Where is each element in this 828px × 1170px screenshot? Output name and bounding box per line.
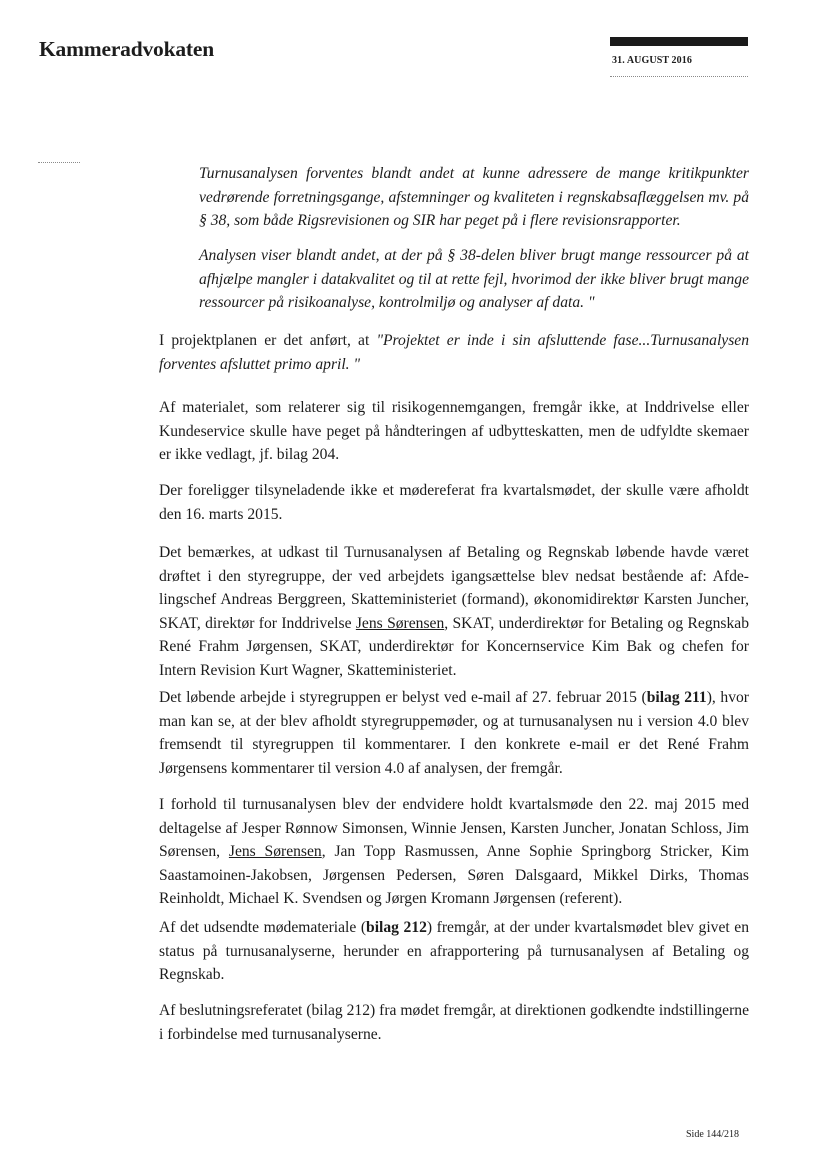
- document-date: 31. AUGUST 2016: [612, 55, 692, 66]
- bilag-reference: bilag 211: [646, 689, 707, 706]
- underlined-name: Jens Sørensen: [355, 614, 445, 632]
- paragraph-styregruppe: [159, 541, 749, 682]
- page-number: Side 144/218: [686, 1129, 740, 1140]
- underlined-name: Jens Sørensen: [228, 843, 322, 860]
- paragraph-moedemateriale: [159, 916, 749, 987]
- paragraph-text: Af det udsendte mødemateriale (: [159, 919, 367, 936]
- header-dotted-rule: [610, 76, 748, 77]
- paragraph-projektplan: [159, 329, 749, 376]
- bilag-reference: bilag 212: [366, 919, 427, 936]
- paragraph-text: , Jan Topp Rasmussen, Anne Sophie Springborg Stricker, Kim Saastamoinen-Jakobsen, Jørgensen Pedersen, Søren Dalsgaard, Mikkel Dirks, Thomas Reinholdt, Michael K. Svendsen og Jørgen Kromann Jørgensen (referent).: [159, 843, 750, 907]
- paragraph-risikogennemgang: Af materialet, som relaterer sig til risikogennemgangen, fremgår ikke, at Inddrivelse eller Kundeservice skulle have peget på håndteringen af udbytteskatten, men de udfyldte skemaer er ikke vedlagt, jf. bilag 204.: [159, 399, 749, 463]
- paragraph-kvartalsmoede: [159, 793, 749, 911]
- quoted-text: "Projektet er inde i sin afsluttende fase...Turnusanalysen forventes afsluttet primo april. ": [159, 332, 749, 373]
- paragraph-text: ), hvor man kan se, at der blev afholdt styregruppemøder, og at turnusanalysen nu i version 4.0 blev fremsendt til styregruppen til kommentarer. I den konkrete e-mail er det René Frahm Jørgensens kommentarer til version 4.0 af analysen, der fremgår.: [159, 689, 749, 777]
- paragraph-text: ) fremgår, at der under kvartalsmødet blev givet en status på turnusanalyserne, herunder en afrapportering på turnusanalysen af Betaling og Regnskab.: [159, 919, 749, 983]
- margin-dotted-mark: [38, 162, 80, 163]
- paragraph-moedereferat: Der foreligger tilsyneladende ikke et mødereferat fra kvartalsmødet, der skulle være afholdt den 16. marts 2015.: [159, 482, 749, 523]
- paragraph-text: I forhold til turnusanalysen blev der endvidere holdt kvartalsmøde den 22. maj 2015 med deltagelse af Jesper Rønnow Simonsen, Winnie Jensen, Karsten Juncher, Jonatan Schloss, Jim Sørensen,: [159, 796, 749, 860]
- paragraph-text: Det bemærkes, at udkast til Turnusanalysen af Betaling og Regnskab løbende havde været drøftet i den styregruppe, der ved arbejdets igangsættelse blev nedsat bestående af: Afdelingschef Andreas Berggreen, Skatteministeriet (formand), økonomidirektør Karsten Juncher, SKAT, direktør for Inddrivelse: [159, 544, 749, 632]
- document-title: Kammeradvokaten: [39, 37, 214, 61]
- paragraph-text: I projektplanen er det anført, at: [159, 332, 377, 349]
- paragraph-text: Det løbende arbejde i styregruppen er belyst ved e-mail af 27. februar 2015 (: [159, 689, 647, 706]
- paragraph-beslutningsreferat: Af beslutningsreferatet (bilag 212) fra mødet fremgår, at direktionen godkendte indstillingerne i forbindelse med turnusanalyserne.: [159, 1002, 749, 1043]
- quote-paragraph-1: Turnusanalysen forventes blandt andet at kunne adressere de mange kritikpunkter vedrørende forretningsgange, afstemninger og kvaliteten i regnskabsaflæggelsen mv. på § 38, som både Rigsrevisionen og SIR har peget på i flere revisionsrapporter.: [199, 165, 749, 229]
- header-bar: [610, 37, 748, 46]
- paragraph-text: , SKAT, underdirektør for Betaling og Regnskab René Frahm Jørgensen, SKAT, underdirektør for Koncernservice Kim Bak og chefen for Intern Revision Kurt Wagner, Skatteministeriet.: [159, 614, 750, 679]
- quote-paragraph-2: Analysen viser blandt andet, at der på § 38-delen bliver brugt mange ressourcer på at afhjælpe mangler i datakvalitet og til at rette fejl, hvorimod der ikke bliver brugt mange ressourcer på risikoanalyse, kontrolmiljø og analyser af data. ": [199, 247, 749, 311]
- paragraph-email: [159, 686, 749, 780]
